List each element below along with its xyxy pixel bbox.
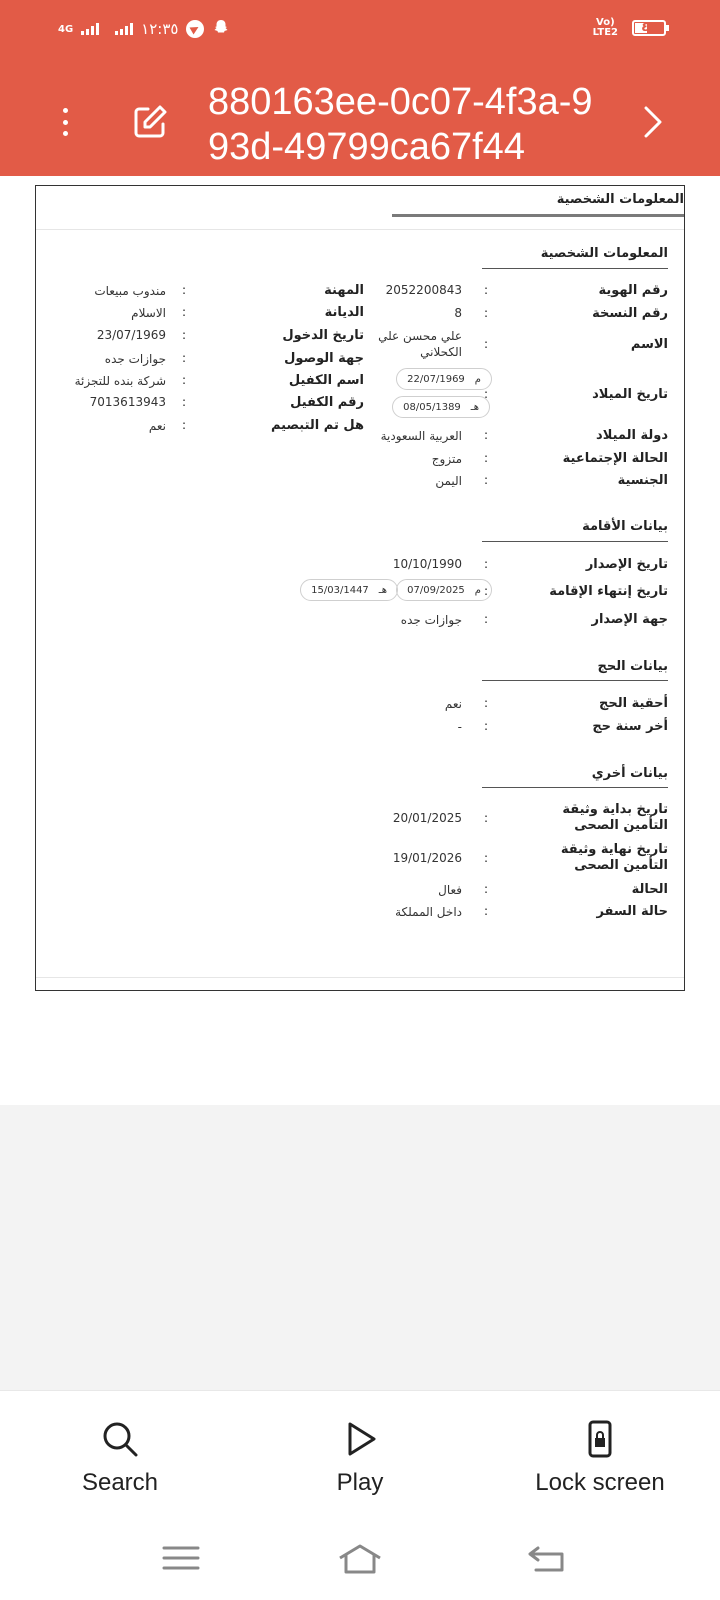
play-icon <box>340 1419 380 1459</box>
label-sponsor-number: رقم الكفيل <box>290 395 364 410</box>
label-status: الحالة <box>631 882 668 897</box>
colon: : <box>484 719 489 733</box>
more-vertical-icon[interactable] <box>50 102 80 142</box>
colon: : <box>484 428 489 442</box>
back-icon[interactable] <box>524 1538 572 1578</box>
value-issue-date: 10/10/1990 <box>392 557 462 571</box>
label-hajj-eligibility: أحقية الحج <box>599 696 668 711</box>
gregorian-unit: م <box>474 373 481 385</box>
value-insurance-start: 20/01/2025 <box>392 811 462 825</box>
value-arrival-port: جوازات جده <box>104 352 166 366</box>
section-divider <box>482 268 668 269</box>
section-divider <box>482 787 668 788</box>
colon: : <box>182 418 187 432</box>
value-sponsor-name: شركة بنده للتجزئة <box>74 374 166 388</box>
section-title-other: بيانات أخري <box>591 766 668 781</box>
signal-icon <box>81 23 99 35</box>
label-last-hajj-year: أخر سنة حج <box>592 719 668 734</box>
value-version-number: 8 <box>454 306 462 320</box>
hijri-unit: هـ <box>378 584 387 596</box>
label-entry-date: تاريخ الدخول <box>282 328 364 343</box>
label-residency-expiry: تاريخ إنتهاء الإقامة <box>549 584 668 599</box>
volte-indicator: Vo) LTE2 <box>592 17 618 38</box>
divider <box>36 977 684 978</box>
lock-screen-button[interactable] <box>500 1419 700 1497</box>
colon: : <box>182 328 187 342</box>
colon: : <box>484 283 489 297</box>
gregorian-unit: م <box>474 584 481 596</box>
colon: : <box>484 387 489 401</box>
label-issue-date: تاريخ الإصدار <box>585 557 668 572</box>
section-divider <box>482 541 668 542</box>
status-bar <box>0 0 720 60</box>
expiry-gregorian-pill <box>396 579 492 601</box>
signal-icon-2 <box>115 23 133 35</box>
page-title: 880163ee-0c07-4f3a-993d-49799ca67f44 <box>208 81 593 168</box>
search-button[interactable] <box>20 1419 220 1497</box>
value-religion: الاسلام <box>131 306 166 320</box>
home-icon[interactable] <box>336 1538 384 1578</box>
search-icon <box>100 1419 140 1459</box>
bottom-action-bar <box>0 1390 720 1514</box>
divider <box>36 229 684 230</box>
search-label: Search <box>81 1469 159 1496</box>
colon: : <box>484 451 489 465</box>
value-status: فعال <box>438 883 462 897</box>
battery-level: ٤٢ <box>641 20 657 35</box>
play-label: Play <box>336 1469 384 1496</box>
colon: : <box>484 851 489 865</box>
section-title-hajj: بيانات الحج <box>597 659 668 674</box>
colon: : <box>484 882 489 896</box>
value-marital-status: متزوج <box>431 452 462 466</box>
empty-area <box>0 1105 720 1390</box>
label-travel-status: حالة السفر <box>596 904 668 919</box>
colon: : <box>484 584 489 598</box>
birth-date-gregorian-pill <box>396 368 492 390</box>
colon: : <box>182 395 187 409</box>
play-button[interactable] <box>260 1419 460 1497</box>
label-religion: الديانة <box>324 305 364 320</box>
chevron-right-icon[interactable] <box>638 102 668 142</box>
colon: : <box>182 305 187 319</box>
colon: : <box>484 337 489 351</box>
colon: : <box>484 811 489 825</box>
value-insurance-end: 19/01/2026 <box>392 851 462 865</box>
value-travel-status: داخل المملكة <box>395 905 462 919</box>
label-name: الاسم <box>630 337 668 352</box>
status-left <box>58 18 230 40</box>
label-insurance-start: تاريخ بداية وثيقة التأمين الصحى <box>562 802 668 833</box>
edit-icon[interactable] <box>130 102 170 142</box>
document-view[interactable] <box>35 185 685 991</box>
expiry-hijri-pill <box>300 579 398 601</box>
label-id-number: رقم الهوية <box>598 283 668 298</box>
label-birth-date: تاريخ الميلاد <box>592 387 668 402</box>
lock-screen-icon <box>580 1419 620 1459</box>
lock-screen-label: Lock screen <box>535 1469 665 1496</box>
colon: : <box>182 283 187 297</box>
value-last-hajj-year: - <box>457 720 462 734</box>
value-name: علي محسن علي الكحلاني <box>378 329 462 359</box>
colon: : <box>182 373 187 387</box>
section-title-personal: المعلومات الشخصية <box>540 246 668 261</box>
hijri-unit: هـ <box>470 401 479 413</box>
value-id-number: 2052200843 <box>385 283 462 297</box>
colon: : <box>484 904 489 918</box>
colon: : <box>484 696 489 710</box>
menu-icon[interactable] <box>158 1538 206 1578</box>
value-issuer: جوازات جده <box>400 613 462 627</box>
status-right <box>593 18 666 38</box>
label-arrival-port: جهة الوصول <box>284 351 364 366</box>
value-hajj-eligibility: نعم <box>444 697 462 711</box>
birth-date-hijri: 08/05/1389 <box>403 401 461 413</box>
value-nationality: اليمن <box>435 474 462 488</box>
system-nav-bar <box>0 1514 720 1600</box>
label-occupation: المهنة <box>324 283 364 298</box>
expiry-gregorian: 07/09/2025 <box>407 584 465 596</box>
expiry-hijri: 15/03/1447 <box>311 584 369 596</box>
label-issuer: جهة الإصدار <box>591 612 668 627</box>
birth-date-hijri-pill <box>392 396 490 418</box>
label-fingerprinted: هل تم التبصيم <box>270 418 364 433</box>
snapchat-icon <box>212 18 230 40</box>
label-nationality: الجنسية <box>617 473 668 488</box>
label-version-number: رقم النسخة <box>592 306 668 321</box>
colon: : <box>182 351 187 365</box>
colon: : <box>484 612 489 626</box>
label-sponsor-name: اسم الكفيل <box>288 373 364 388</box>
clock: ١٢:٣٥ <box>141 20 179 38</box>
value-birth-country: العربية السعودية <box>380 429 462 443</box>
app-bar <box>0 60 720 176</box>
birth-date-gregorian: 22/07/1969 <box>407 373 465 385</box>
label-insurance-end: تاريخ نهاية وثيقة التأمين الصحى <box>560 842 668 873</box>
value-sponsor-number: 7013613943 <box>89 395 166 409</box>
telegram-icon <box>186 20 204 38</box>
colon: : <box>484 306 489 320</box>
value-fingerprinted: نعم <box>148 419 166 433</box>
colon: : <box>484 473 489 487</box>
doc-tab-indicator <box>392 214 684 217</box>
colon: : <box>484 557 489 571</box>
doc-tab-title[interactable]: المعلومات الشخصية <box>556 192 684 207</box>
battery-icon <box>632 20 666 36</box>
section-title-residency: بيانات الأقامة <box>582 519 668 534</box>
network-type: 4G <box>58 23 74 35</box>
value-entry-date: 23/07/1969 <box>96 328 166 342</box>
value-occupation: مندوب مبيعات <box>94 284 166 298</box>
label-birth-country: دولة الميلاد <box>596 428 668 443</box>
label-marital-status: الحالة الإجتماعية <box>562 451 668 466</box>
section-divider <box>482 680 668 681</box>
